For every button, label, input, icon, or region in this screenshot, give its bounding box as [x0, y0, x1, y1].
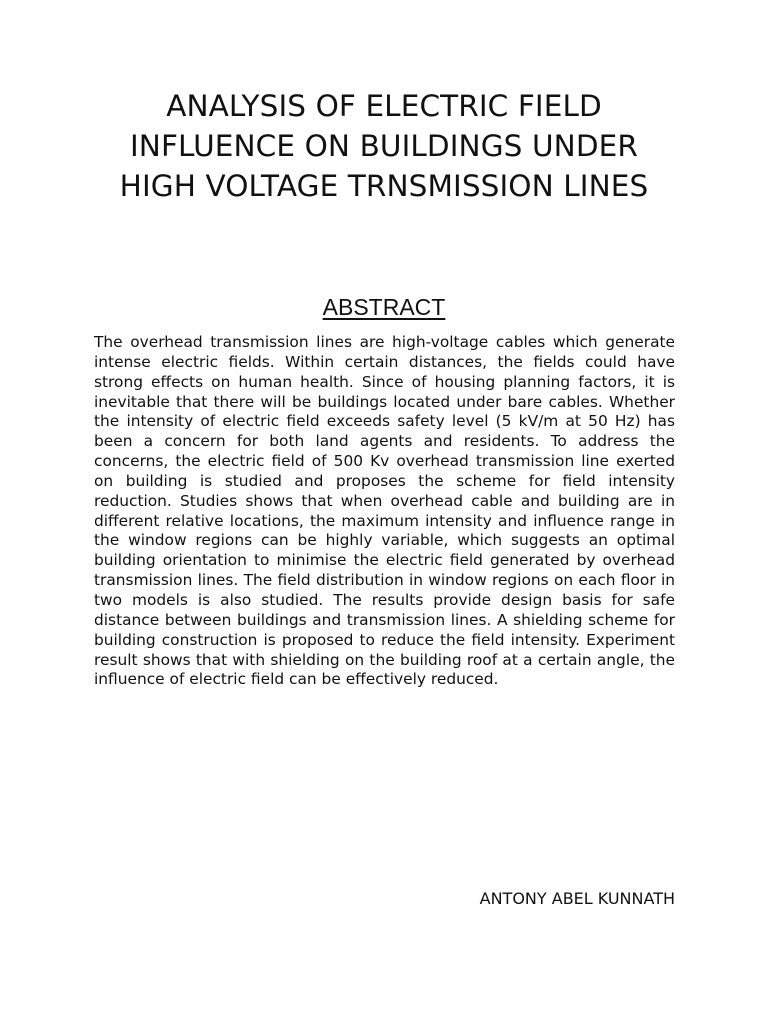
abstract-paragraph: The overhead transmission lines are high-voltage cables which generate intense electric fields. Within certain distances, the fields could have strong effects on human health. Since of housing planning factors, it is inevitable that there will be buildings located under bare cables. Whether the intensity of electric field exceeds safety level (5 kV/m at 50 Hz) has been a concern for both land agents and residents. To address the concerns, the electric field of 500 Kv overhead transmission line exerted on building is studied and proposes the scheme for field intensity reduction. Studies shows that when overhead cable and building are in different relative locations, the maximum intensity and influence range in the window regions can be highly variable, which suggests an optimal building orientation to minimise the electric field generated by overhead transmission lines. The field distribution in window regions on each floor in two models is also studied. The results provide design basis for safe distance between buildings and transmission lines. A shielding scheme for building construction is proposed to reduce the field intensity. Experiment result shows that with shielding on the building roof at a certain angle, the influence of electric field can be effectively reduced.	[94, 333, 675, 689]
abstract-heading: ABSTRACT	[322, 294, 446, 320]
author-name: ANTONY ABEL KUNNATH	[479, 889, 675, 908]
document-title: ANALYSIS OF ELECTRIC FIELD INFLUENCE ON BUILDINGS UNDER HIGH VOLTAGE TRNSMISSION LINES	[119, 89, 649, 203]
